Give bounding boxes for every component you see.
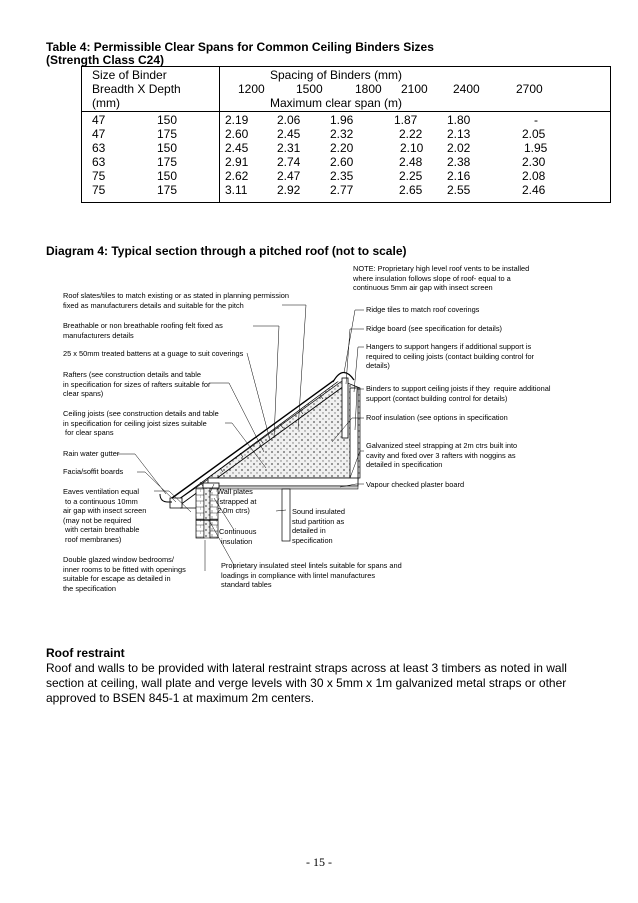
roof-restraint-heading: Roof restraint [46, 646, 125, 660]
row-3-span-1500: 2.31 [277, 141, 301, 155]
diagram-note: NOTE: Proprietary high level roof vents to be installed where insulation follows slope of roof- equal to a continuous 5mm air gap with insect screen [353, 264, 530, 292]
row-4-depth: 175 [157, 155, 178, 169]
header-spacing-2100: 2100 [401, 82, 428, 96]
row-1-span-1500: 2.06 [277, 113, 301, 127]
row-3-span-1200: 2.45 [225, 141, 249, 155]
label-rafters: Rafters (see construction details and table in specification for sizes of rafters suitable for clear spans) [63, 370, 211, 398]
table-subtitle: (Strength Class C24) [46, 53, 165, 67]
row-3-depth: 150 [157, 141, 178, 155]
outer-leaf [196, 488, 204, 538]
row-6-span-1800: 2.77 [330, 183, 354, 197]
row-3-span-2100: 2.10 [400, 141, 424, 155]
row-6-depth: 175 [157, 183, 178, 197]
row-4-span-1800: 2.60 [330, 155, 354, 169]
row-2-breadth: 47 [92, 127, 106, 141]
label-continuous-insulation: Continuous insulation [219, 527, 257, 546]
header-size-label: Size of Binder [92, 68, 167, 82]
row-5-span-2400: 2.16 [447, 169, 471, 183]
header-breadth-depth-label: Breadth X Depth [92, 82, 181, 96]
row-1-span-1200: 2.19 [225, 113, 249, 127]
row-5-span-2700: 2.08 [522, 169, 546, 183]
label-roof-insulation: Roof insulation (see options in specification [366, 413, 508, 422]
row-3-span-2400: 2.02 [447, 141, 471, 155]
row-4-span-2100: 2.48 [399, 155, 423, 169]
header-spacing-2400: 2400 [453, 82, 480, 96]
row-4-span-2700: 2.30 [522, 155, 546, 169]
cavity-insulation [204, 488, 210, 538]
table-column-divider [219, 67, 220, 202]
external-wall [196, 483, 219, 538]
label-facia-soffit: Facia/soffit boards [63, 467, 124, 476]
row-5-span-1800: 2.35 [330, 169, 354, 183]
fascia-board [170, 498, 182, 508]
row-1-depth: 150 [157, 113, 178, 127]
label-steel-strapping: Galvanized steel strapping at 2m ctrs built into cavity and fixed over 3 rafters with noggins as detailed in specification [366, 441, 518, 469]
diagram-title: Diagram 4: Typical section through a pitched roof (not to scale) [46, 244, 407, 258]
row-6-span-2700: 2.46 [522, 183, 546, 197]
label-steel-lintels: Proprietary insulated steel lintels suitable for spans and loadings in compliance with lintel manufactures standard tables [221, 561, 402, 589]
row-1-span-2400: 1.80 [447, 113, 471, 127]
label-battens: 25 x 50mm treated battens at a guage to suit coverings [63, 349, 244, 358]
header-mm-label: (mm) [92, 96, 120, 110]
row-2-span-2400: 2.13 [447, 127, 471, 141]
header-spacing-1500: 1500 [296, 82, 323, 96]
row-5-span-1200: 2.62 [225, 169, 249, 183]
row-3-span-1800: 2.20 [330, 141, 354, 155]
label-plaster-board: Vapour checked plaster board [366, 480, 465, 489]
label-binders: Binders to support ceiling joists if they require additional support (contact building control for details) [366, 384, 551, 403]
row-3-span-2700: 1.95 [524, 141, 548, 155]
header-spacing-1800: 1800 [355, 82, 382, 96]
label-stud-partition: Sound insulated stud partition as detailed in specification [292, 507, 346, 545]
row-2-span-1800: 2.32 [330, 127, 354, 141]
row-6-span-2100: 2.65 [399, 183, 423, 197]
table-header-divider [82, 111, 610, 112]
ceiling-joist [208, 478, 358, 486]
label-eaves-ventilation: Eaves ventilation equal to a continuous 10mm air gap with insect screen (may not be required with certain breathable roof membranes) [63, 487, 147, 544]
label-windows: Double glazed window bedrooms/ inner rooms to be fitted with openings suitable for escape as detailed in the specification [63, 555, 186, 593]
row-5-depth: 150 [157, 169, 178, 183]
row-3-breadth: 63 [92, 141, 106, 155]
row-1-span-2700: - [534, 113, 538, 127]
roof-restraint-body: Roof and walls to be provided with lateral restraint straps across at least 3 timbers as noted in wall section at ceiling, wall plate and verge levels with 30 x 5mm x 1m galvanized metal straps or other approved to BSEN 845-1 at maximum 2m centers. [46, 661, 567, 705]
row-2-span-1500: 2.45 [277, 127, 301, 141]
row-1-span-1800: 1.96 [330, 113, 354, 127]
header-spacing-2700: 2700 [516, 82, 543, 96]
header-spacing-label: Spacing of Binders (mm) [270, 68, 403, 82]
row-6-span-1200: 3.11 [225, 183, 248, 197]
row-5-span-1500: 2.47 [277, 169, 301, 183]
row-4-span-1200: 2.91 [225, 155, 249, 169]
hanger [350, 388, 358, 480]
header-max-span-label: Maximum clear span (m) [270, 96, 403, 110]
row-6-span-1500: 2.92 [277, 183, 301, 197]
row-6-span-2400: 2.55 [447, 183, 471, 197]
row-2-depth: 175 [157, 127, 178, 141]
label-rain-water-gutter: Rain water gutter [63, 449, 120, 458]
table-title: Table 4: Permissible Clear Spans for Common Ceiling Binders Sizes [46, 40, 434, 54]
row-5-span-2100: 2.25 [399, 169, 423, 183]
row-2-span-2700: 2.05 [522, 127, 546, 141]
label-roofing-felt: Breathable or non breathable roofing felt fixed as manufacturers details [63, 321, 223, 340]
row-4-span-1500: 2.74 [277, 155, 301, 169]
header-spacing-1200: 1200 [238, 82, 265, 96]
row-6-breadth: 75 [92, 183, 106, 197]
row-4-span-2400: 2.38 [447, 155, 471, 169]
label-ridge-board: Ridge board (see specification for details) [366, 324, 502, 333]
page-number: - 15 - [306, 855, 332, 869]
row-1-span-2100: 1.87 [394, 113, 418, 127]
row-2-span-2100: 2.22 [399, 127, 423, 141]
row-2-span-1200: 2.60 [225, 127, 249, 141]
row-4-breadth: 63 [92, 155, 106, 169]
row-1-breadth: 47 [92, 113, 106, 127]
row-5-breadth: 75 [92, 169, 106, 183]
label-ceiling-joists: Ceiling joists (see construction details and table in specification for ceiling joist sizes suitable for clear spans [63, 409, 219, 437]
label-wall-plates: Wall plates (strapped at 2.0m ctrs) [217, 487, 257, 515]
label-hangers: Hangers to support hangers if additional support is required to ceiling joists (contact building control for details) [366, 342, 535, 370]
label-ridge-tiles: Ridge tiles to match roof coverings [366, 305, 480, 314]
stud-partition [282, 489, 290, 541]
label-roof-slates: Roof slates/tiles to match existing or as stated in planning permission fixed as manufacturers details and suitable for the pitch [63, 291, 289, 310]
spans-table [81, 66, 611, 203]
